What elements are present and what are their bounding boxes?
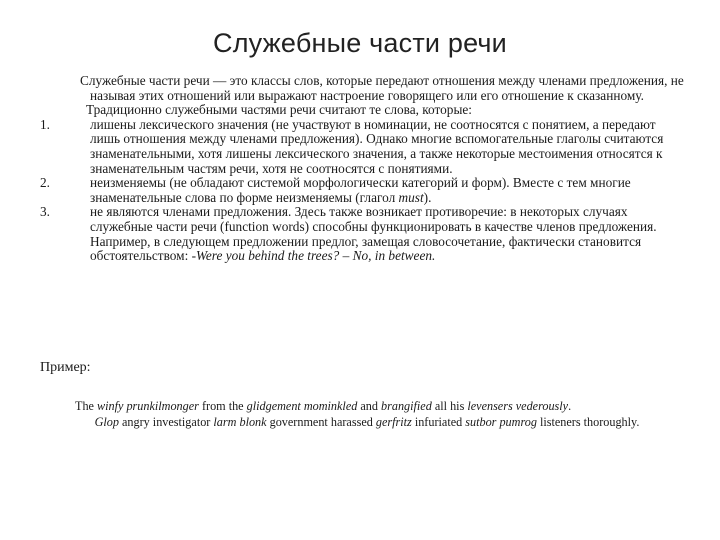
list-item-italic: Were you behind the trees? – No, in between. bbox=[196, 248, 436, 264]
list-item-italic: must bbox=[398, 189, 424, 205]
list-item bbox=[40, 118, 685, 176]
list-item-number: 1. bbox=[40, 116, 50, 132]
intro-paragraph: Служебные части речи — это классы слов, которые передают отношения между членами предложения, не называя этих отношений или выражают настроение говорящего или его отношение к сказанному. bbox=[80, 73, 684, 103]
example-nonsense-word: gerfritz bbox=[375, 415, 412, 429]
example-word: from the bbox=[198, 399, 247, 413]
example-label: Пример: bbox=[40, 360, 91, 375]
traditional-paragraph: Традиционно служебными частями речи считают те слова, которые: bbox=[86, 102, 472, 118]
list-item-text-end: ). bbox=[423, 189, 432, 205]
example-text bbox=[72, 398, 662, 430]
list-item bbox=[40, 176, 685, 205]
list-item-text: не являются членами предложения. Здесь также возникает противоречие: в некоторых случаях служебные части речи (function words) способны функционировать в качестве членов предложения. Например, в следующем предложении предлог, замещая словосочетание, фактически становится обстоятельством: - bbox=[90, 204, 657, 264]
example-nonsense-word: glidgement mominkled bbox=[246, 399, 358, 413]
example-nonsense-word: Glop bbox=[94, 415, 119, 429]
list-item-number: 3. bbox=[40, 204, 50, 220]
slide-body bbox=[40, 74, 685, 264]
list-item-number: 2. bbox=[40, 175, 50, 191]
example-word: . bbox=[568, 399, 572, 413]
list-item-text: неизменяемы (не обладают системой морфологически категорий и форм). Вместе с тем многие знаменательные слова по форме неизменяемы (глагол bbox=[90, 175, 631, 205]
example-nonsense-word: larm blonk bbox=[213, 415, 267, 429]
example-word: all his bbox=[431, 399, 468, 413]
example-nonsense-word: brangified bbox=[381, 399, 432, 413]
list-item-text: лишены лексического значения (не участвуют в номинации, не соотносятся с понятием, а передают лишь отношения между членами предложения). Однако многие вспомогательные глаголы считаются знаменательными, хотя лишены лексического значения, а также некоторые местоимения относятся к знаменательным частям речи, хотя не соотносятся с понятиями. bbox=[90, 116, 664, 176]
example-line-2 bbox=[95, 415, 640, 429]
example-word: The bbox=[75, 399, 97, 413]
slide-title: Служебные части речи bbox=[213, 28, 507, 58]
example-nonsense-word: levensers vederously bbox=[467, 399, 569, 413]
example-word: angry investigator bbox=[118, 415, 214, 429]
example-word: listeners thoroughly. bbox=[536, 415, 640, 429]
list-item bbox=[40, 205, 685, 263]
example-word: and bbox=[357, 399, 382, 413]
example-word: infuriated bbox=[411, 415, 466, 429]
example-line-1 bbox=[72, 398, 662, 414]
example-nonsense-word: winfy prunkilmonger bbox=[97, 399, 199, 413]
example-word: government harassed bbox=[266, 415, 376, 429]
example-nonsense-word: sutbor pumrog bbox=[465, 415, 537, 429]
